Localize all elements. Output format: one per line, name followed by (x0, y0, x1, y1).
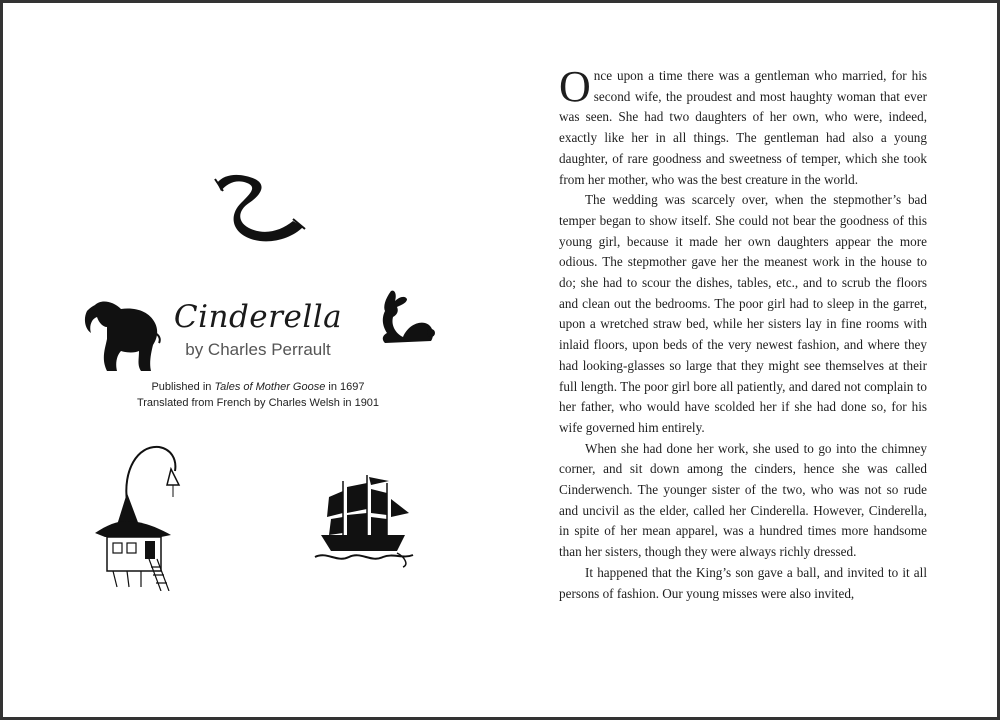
book-title: Cinderella (173, 299, 343, 335)
drop-cap: O (559, 62, 591, 111)
paragraph (559, 62, 927, 190)
rabbit-icon (373, 287, 437, 345)
paragraph-text: nce upon a time there was a gentleman who married, for his second wife, the proudest and most haughty woman that ever was seen. She had two daughters of her own, who were, indeed, exactly like her in all things. The gentleman had also a young daughter, of rare goodness and sweetness of temper, which she took from her mother, who was the best creature in the world. (559, 68, 927, 187)
published-prefix: Published in (151, 381, 215, 393)
right-page (503, 3, 997, 717)
paragraph: The wedding was scarcely over, when the stepmother’s bad temper began to show itself. She could not bear the goodness of this young girl, because it made her own daughters appear the more odious. The stepmother gave her the meanest work in the house to do; she had to scour the dishes, tables, etc., and to scrub the floors and clean out the bedrooms. The poor girl had to sleep in the garret, upon a wretched straw bed, while her sisters lay in fine rooms with inlaid floors, upon beds of the very newest fashion, and where they had looking-glasses so large that they might see themselves at their full length. The poor girl bore all patiently, and dared not complain to her father, who would have scolded her if she had done so, for his wife governed him entirely. (559, 192, 927, 435)
treehouse-icon (87, 441, 199, 591)
published-suffix: in 1697 (325, 381, 365, 393)
left-page (3, 3, 503, 717)
elephant-icon (77, 293, 163, 373)
story-text (559, 62, 927, 604)
ribbon-icon (211, 165, 307, 245)
translation-line: Translated from French by Charles Welsh in 1901 (136, 397, 380, 409)
ship-icon (313, 473, 415, 569)
published-work: Tales of Mother Goose (214, 381, 326, 393)
book-author: by Charles Perrault (185, 340, 331, 359)
paragraph: It happened that the King’s son gave a ball, and invited to it all persons of fashion. Our young misses were also invited, (559, 564, 927, 601)
publication-line (103, 379, 413, 395)
paragraph: When she had done her work, she used to go into the chimney corner, and sit down among the cinders, hence she was called Cinderwench. The younger sister of the two, who was not so rude and uncivil as the elder, called her Cinderella. However, Cinderella, in spite of her mean apparel, was a hundred times more handsome than her sisters, though they were always richly dressed. (559, 440, 927, 560)
